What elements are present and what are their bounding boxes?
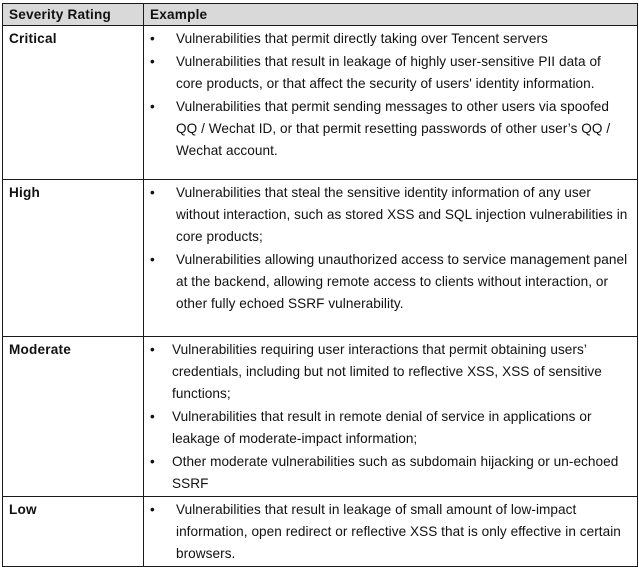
severity-rating-low: Low <box>3 497 144 567</box>
bullet-icon: • <box>150 454 155 469</box>
example-text: Vulnerabilities that steal the sensitive identity information of any user without interaction, such as stored XSS and SQL injection vulnerabilities in core products; <box>176 185 628 244</box>
example-text: Vulnerabilities that result in remote denial of service in applications or leakage of moderate-impact information; <box>172 409 592 446</box>
severity-table <box>2 3 638 567</box>
list-item <box>144 28 631 50</box>
bullet-icon: • <box>150 99 155 114</box>
bullet-icon: • <box>150 54 155 69</box>
list-item <box>144 339 631 405</box>
list-item <box>144 249 631 315</box>
bullet-icon: • <box>150 342 155 357</box>
table-row-high <box>3 180 638 337</box>
example-text: Vulnerabilities requiring user interactions that permit obtaining users’ credentials, including but not limited to reflective XSS, XSS of sensitive functions; <box>172 342 602 401</box>
example-text: Other moderate vulnerabilities such as subdomain hijacking or un-echoed SSRF <box>172 454 619 491</box>
table-header-row <box>3 4 638 26</box>
severity-rating-moderate: Moderate <box>3 337 144 497</box>
list-item <box>144 499 631 565</box>
bullet-icon: • <box>150 31 155 46</box>
list-item <box>144 96 631 162</box>
examples-critical <box>144 26 638 180</box>
list-item <box>144 406 631 450</box>
bullet-icon: • <box>150 252 155 267</box>
bullet-icon: • <box>150 185 155 200</box>
list-item <box>144 451 631 495</box>
table-row-low <box>3 497 638 567</box>
list-item <box>144 51 631 95</box>
severity-rating-high: High <box>3 180 144 337</box>
example-text: Vulnerabilities that permit sending messages to other users via spoofed QQ / Wechat ID, or that permit resetting passwords of other user’s QQ / Wechat account. <box>176 99 611 158</box>
example-text: Vulnerabilities that result in leakage of small amount of low-impact information, open redirect or reflective XSS that is only effective in certain browsers. <box>176 502 621 561</box>
table-row-critical <box>3 26 638 180</box>
severity-rating-header: Severity Rating <box>3 4 144 26</box>
example-text: Vulnerabilities that result in leakage of highly user-sensitive PII data of core products, or that affect the security of users' identity information. <box>176 54 601 91</box>
bullet-icon: • <box>150 502 155 517</box>
bullet-icon: • <box>150 409 155 424</box>
examples-moderate <box>144 337 638 497</box>
example-text: Vulnerabilities allowing unauthorized access to service management panel at the backend, allowing remote access to clients without interaction, or other fully echoed SSRF vulnerability. <box>176 252 628 311</box>
table-row-moderate <box>3 337 638 497</box>
list-item <box>144 182 631 248</box>
example-header: Example <box>144 4 638 26</box>
examples-high <box>144 180 638 337</box>
example-text: Vulnerabilities that permit directly taking over Tencent servers <box>176 31 548 46</box>
severity-rating-critical: Critical <box>3 26 144 180</box>
examples-low <box>144 497 638 567</box>
